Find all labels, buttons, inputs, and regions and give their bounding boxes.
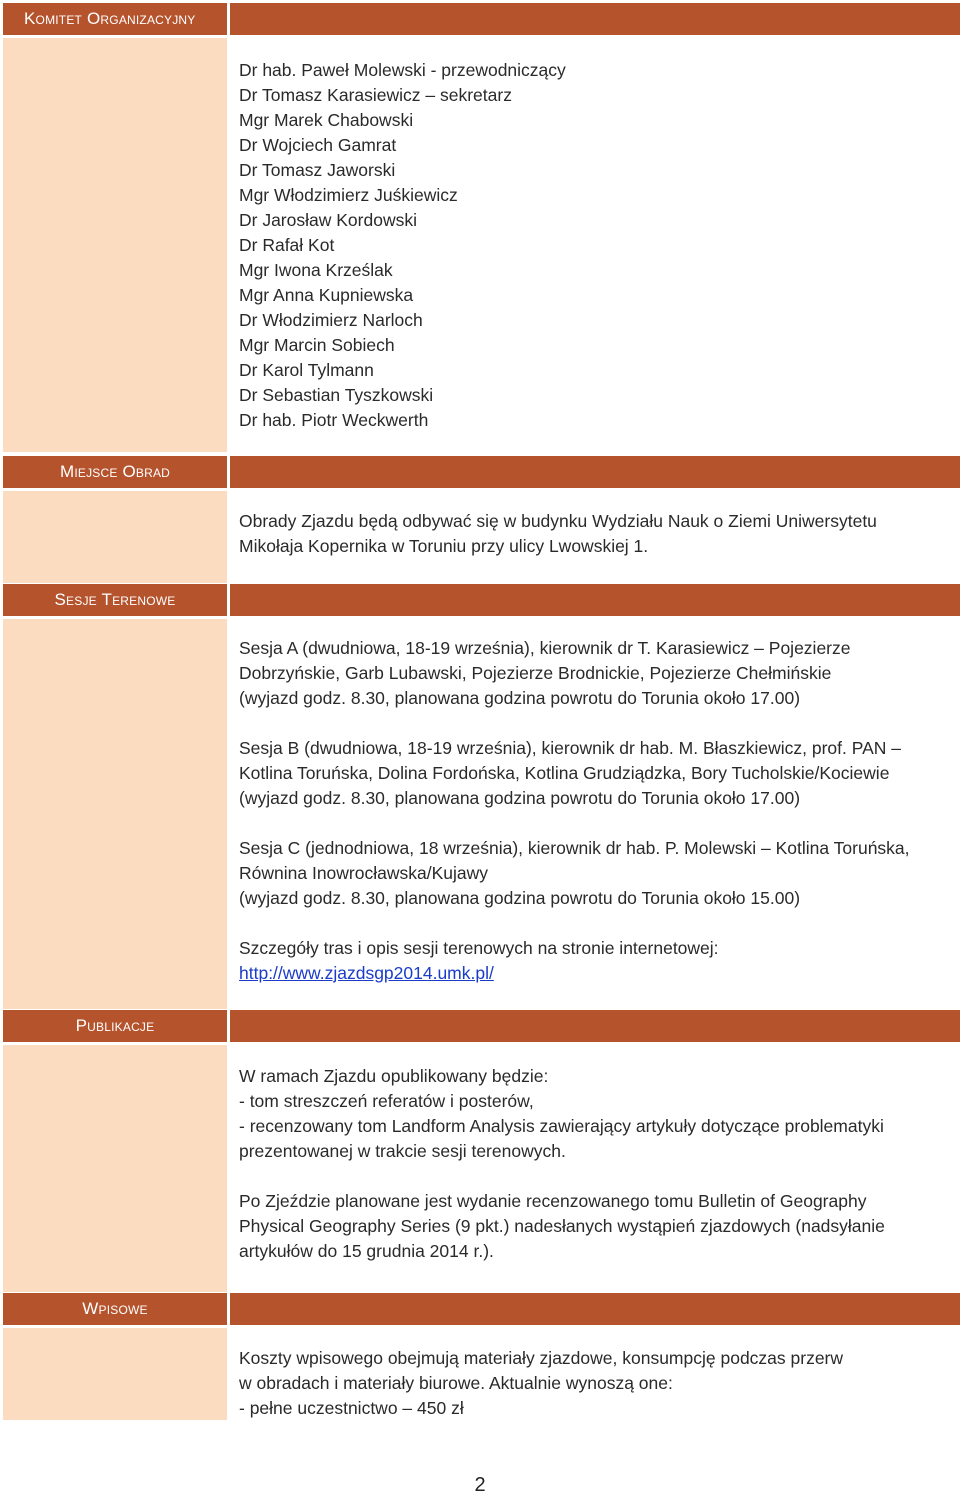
committee-member: Mgr Marcin Sobiech <box>239 335 395 355</box>
publications-line: Po Zjeździe planowane jest wydanie recenzowanego tomu Bulletin of Geography <box>239 1191 867 1211</box>
section-title-publications: Publikacje <box>3 1010 227 1042</box>
venue-line: Mikołaja Kopernika w Toruniu przy ulicy Lwowskiej 1. <box>239 536 649 556</box>
committee-member: Dr Wojciech Gamrat <box>239 135 397 155</box>
field-sessions-text <box>239 636 939 986</box>
committee-member: Dr hab. Piotr Weckwerth <box>239 410 429 430</box>
section-title-fees: Wpisowe <box>3 1293 227 1325</box>
side-panel-publications <box>3 1045 227 1292</box>
committee-member: Dr Tomasz Jaworski <box>239 160 396 180</box>
fees-line: - pełne uczestnictwo – 450 zł <box>239 1398 464 1418</box>
session-b-line: Sesja B (dwudniowa, 18-19 września), kierownik dr hab. M. Błaszkiewicz, prof. PAN – <box>239 738 902 758</box>
session-a-line: Dobrzyńskie, Garb Lubawski, Pojezierze Brodnickie, Pojezierze Chełmińskie <box>239 663 832 683</box>
section-title-field-sessions: Sesje Terenowe <box>3 584 227 616</box>
committee-member: Dr Włodzimierz Narloch <box>239 310 423 330</box>
publications-line: prezentowanej w trakcie sesji terenowych. <box>239 1141 566 1161</box>
committee-member: Dr Jarosław Kordowski <box>239 210 417 230</box>
section-header-publications <box>3 1010 960 1042</box>
header-bar-fill <box>230 3 960 35</box>
section-header-fees <box>3 1293 960 1325</box>
side-panel-venue <box>3 491 227 583</box>
session-a-line: (wyjazd godz. 8.30, planowana godzina powrotu do Torunia około 17.00) <box>239 688 801 708</box>
committee-member: Mgr Anna Kupniewska <box>239 285 414 305</box>
session-b-line: (wyjazd godz. 8.30, planowana godzina powrotu do Torunia około 17.00) <box>239 788 801 808</box>
header-bar-fill <box>230 584 960 616</box>
session-details <box>239 936 939 986</box>
fees-line: w obradach i materiały biurowe. Aktualnie wynoszą one: <box>239 1373 673 1393</box>
session-c-line: Równina Inowrocławska/Kujawy <box>239 863 488 883</box>
venue-line: Obrady Zjazdu będą odbywać się w budynku Wydziału Nauk o Ziemi Uniwersytetu <box>239 511 877 531</box>
committee-member: Dr Rafał Kot <box>239 235 335 255</box>
committee-member: Mgr Iwona Krześlak <box>239 260 393 280</box>
venue-text <box>239 509 939 559</box>
session-a-line: Sesja A (dwudniowa, 18-19 września), kierownik dr T. Karasiewicz – Pojezierze <box>239 638 851 658</box>
side-panel-field-sessions <box>3 619 227 1009</box>
session-a <box>239 636 939 711</box>
committee-member: Dr Karol Tylmann <box>239 360 374 380</box>
publications-line: artykułów do 15 grudnia 2014 r.). <box>239 1241 494 1261</box>
side-panel-committee <box>3 38 227 452</box>
header-bar-fill <box>230 1010 960 1042</box>
committee-members-list <box>239 58 939 433</box>
publications-line: - tom streszczeń referatów i posterów, <box>239 1091 534 1111</box>
committee-member: Mgr Marek Chabowski <box>239 110 414 130</box>
section-title-venue: Miejsce Obrad <box>3 456 227 488</box>
section-header-field-sessions <box>3 584 960 616</box>
fees-line: Koszty wpisowego obejmują materiały zjazdowe, konsumpcję podczas przerw <box>239 1348 844 1368</box>
publications-line: - recenzowany tom Landform Analysis zawierający artykuły dotyczące problematyki <box>239 1116 884 1136</box>
session-b-line: Kotlina Toruńska, Dolina Fordońska, Kotlina Grudziądzka, Bory Tucholskie/Kociewie <box>239 763 890 783</box>
publications-line: Physical Geography Series (9 pkt.) nadesłanych wystąpień zjazdowych (nadsyłanie <box>239 1216 885 1236</box>
header-bar-fill <box>230 1293 960 1325</box>
fees-text <box>239 1346 939 1421</box>
section-header-venue <box>3 456 960 488</box>
publications-para-1 <box>239 1064 939 1164</box>
section-header-committee <box>3 3 960 35</box>
side-panel-fees <box>3 1328 227 1420</box>
session-c <box>239 836 939 911</box>
session-b <box>239 736 939 811</box>
section-title-committee: Komitet Organizacyjny <box>3 3 227 35</box>
committee-member: Dr Sebastian Tyszkowski <box>239 385 434 405</box>
publications-para-2 <box>239 1189 939 1264</box>
publications-line: W ramach Zjazdu opublikowany będzie: <box>239 1066 549 1086</box>
session-details-text: Szczegóły tras i opis sesji terenowych na stronie internetowej: <box>239 938 719 958</box>
publications-text <box>239 1064 939 1264</box>
header-bar-fill <box>230 456 960 488</box>
committee-member: Dr Tomasz Karasiewicz – sekretarz <box>239 85 512 105</box>
committee-member: Mgr Włodzimierz Juśkiewicz <box>239 185 458 205</box>
session-c-line: (wyjazd godz. 8.30, planowana godzina powrotu do Torunia około 15.00) <box>239 888 801 908</box>
session-c-line: Sesja C (jednodniowa, 18 września), kierownik dr hab. P. Molewski – Kotlina Toruńska, <box>239 838 910 858</box>
page-number: 2 <box>474 1474 486 1496</box>
conference-website-link[interactable]: http://www.zjazdsgp2014.umk.pl/ <box>239 963 494 983</box>
committee-member: Dr hab. Paweł Molewski - przewodniczący <box>239 60 566 80</box>
